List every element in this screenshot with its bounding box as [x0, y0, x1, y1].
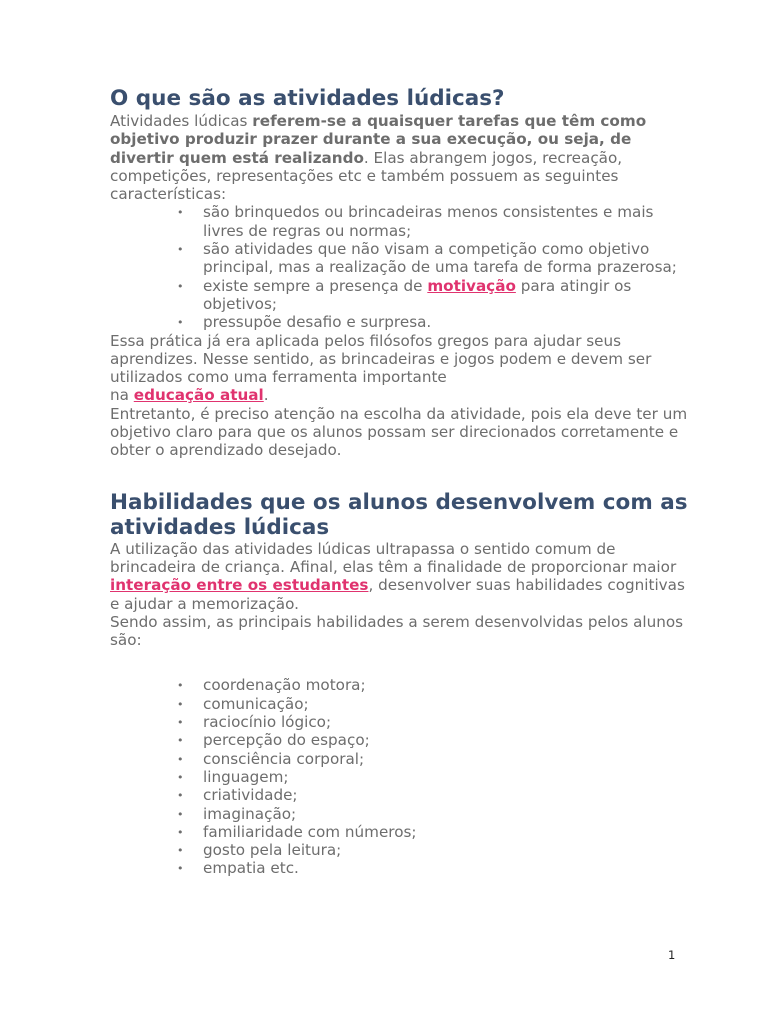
list-item: • percepção do espaço;	[203, 731, 690, 749]
bullet-text: para atingir os objetivos;	[203, 276, 632, 313]
skills-list	[110, 676, 690, 877]
paragraph-text: Essa prática já era aplicada pelos filósofos gregos para ajudar seus aprendizes. Nesse sentido, as brincadeiras e jogos podem e devem ser utilizados como uma ferramenta importante	[110, 331, 652, 387]
list-item: • imaginação;	[203, 805, 690, 823]
educacao-atual-link[interactable]: educação atual	[133, 386, 264, 405]
list-item: • criatividade;	[203, 786, 690, 804]
document-page	[110, 86, 690, 878]
list-item: • empatia etc.	[203, 859, 690, 877]
bullet-text: existe sempre a presença de	[203, 276, 428, 295]
characteristics-list	[110, 203, 690, 331]
entretanto-paragraph: Entretanto, é preciso atenção na escolha da atividade, pois ela deve ter um objetivo claro para que os alunos possam ser direcionados corretamente e obter o aprendizado desejado.	[110, 404, 688, 460]
list-item: • são brinquedos ou brincadeiras menos consistentes e mais livres de regras ou normas;	[203, 203, 690, 240]
list-item: • consciência corporal;	[203, 750, 690, 768]
list-item: • linguagem;	[203, 768, 690, 786]
intro-end-text: . Elas abrangem jogos, recreação, competições, representações etc e também possuem as seguintes características:	[110, 148, 623, 204]
list-item: • são atividades que não visam a competição como objetivo principal, mas a realização de uma tarefa de forma prazerosa;	[203, 240, 690, 277]
gregos-paragraph	[110, 332, 690, 405]
list-item: • familiaridade com números;	[203, 823, 690, 841]
utilizacao-paragraph	[110, 540, 690, 613]
paragraph-text: , desenvolver suas habilidades cognitivas e ajudar a memorização.	[110, 576, 685, 613]
list-item: • raciocínio lógico;	[203, 713, 690, 731]
list-item: • gosto pela leitura;	[203, 841, 690, 859]
page-number: 1	[668, 948, 676, 962]
section-title-atividades: O que são as atividades lúdicas?	[110, 86, 505, 111]
principais-paragraph: Sendo assim, as principais habilidades a serem desenvolvidas pelos alunos são:	[110, 612, 684, 650]
list-item: • pressupõe desafio e surpresa.	[203, 313, 690, 331]
intro-bold-text: referem-se a quaisquer tarefas que têm como objetivo produzir prazer durante a sua execução, ou seja, de divertir quem está realizando	[110, 112, 647, 167]
section-title-habilidades: Habilidades que os alunos desenvolvem com as atividades lúdicas	[110, 489, 688, 540]
paragraph-text: na	[110, 386, 134, 405]
intro-paragraph	[110, 112, 690, 203]
paragraph-text: A utilização das atividades lúdicas ultrapassa o sentido comum de brincadeira de criança. Afinal, elas têm a finalidade de proporcionar maior	[110, 539, 677, 576]
list-item: • comunicação;	[203, 695, 690, 713]
intro-start-text: Atividades lúdicas	[110, 112, 253, 130]
paragraph-text: .	[263, 386, 269, 405]
list-item	[203, 277, 690, 314]
motivacao-link[interactable]: motivação	[427, 276, 516, 295]
list-item: • coordenação motora;	[203, 676, 690, 694]
interacao-link[interactable]: interação entre os estudantes	[110, 576, 369, 595]
spacer	[110, 649, 690, 676]
